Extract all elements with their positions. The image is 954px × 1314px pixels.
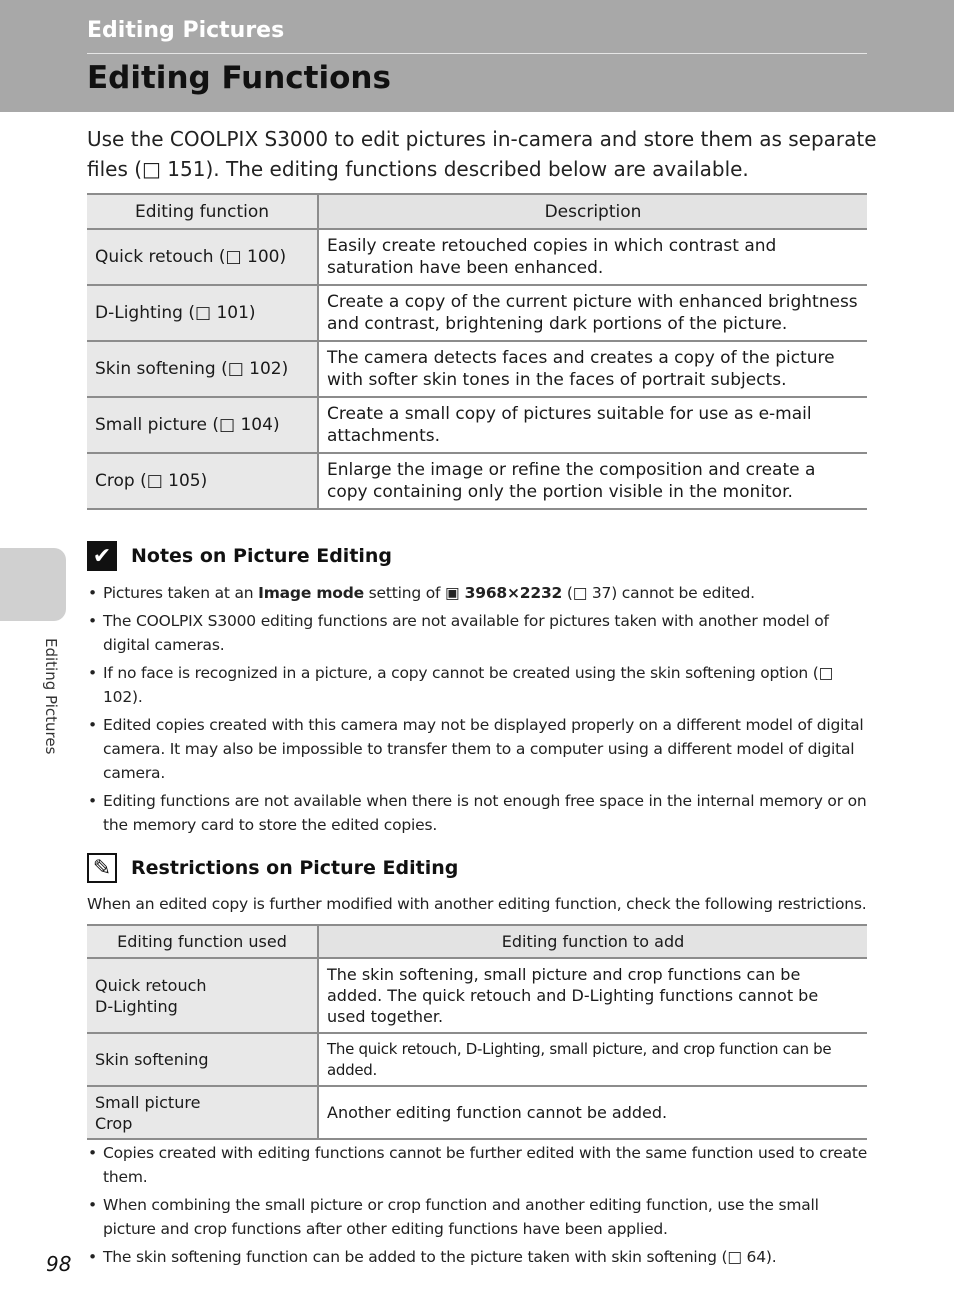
function-cell: D-Lighting (□ 101) [87,285,318,341]
page-number: 98 [46,1252,72,1276]
restrictions-title: Restrictions on Picture Editing [131,857,459,879]
column-header: Editing function to add [318,925,867,958]
function-cell: Quick retouch (□ 100) [87,229,318,285]
column-header: Editing function [87,194,318,229]
list-item: • When combining the small picture or crop function and another editing function, use the small picture and crop functions after other editing functions have been applied. [87,1193,869,1241]
column-header: Description [318,194,867,229]
table-row [87,1086,867,1139]
description-cell: Create a copy of the current picture with enhanced brightness and contrast, brightening dark portions of the picture. [318,285,867,341]
list-item: • Edited copies created with this camera may not be displayed properly on a different model of digital camera. It may also be impossible to transfer them to a computer using a different model of digital camera. [87,713,869,785]
list-item: • If no face is recognized in a picture, a copy cannot be created using the skin softening option (□ 102). [87,661,869,709]
table-header-row [87,194,867,229]
image-size-term: ▣ 3968×2232 [445,584,563,602]
table-row [87,397,867,453]
list-item: • The skin softening function can be added to the picture taken with skin softening (□ 64). [87,1245,869,1269]
intro-paragraph: Use the COOLPIX S3000 to edit pictures in-camera and store them as separate files (□ 151). The editing functions described below are available. [87,127,877,181]
add-cell: The quick retouch, D-Lighting, small picture, and crop function can be added. [318,1033,867,1086]
notes-heading [87,541,392,571]
page-title: Editing Functions [87,60,391,96]
list-item: • Editing functions are not available when there is not enough free space in the internal memory or on the memory card to store the edited copies. [87,789,869,837]
list-item: • Copies created with editing functions cannot be further edited with the same function used to create them. [87,1141,869,1189]
add-cell: Another editing function cannot be added. [318,1086,867,1139]
pencil-icon: ✎ [87,853,117,883]
function-cell: Skin softening (□ 102) [87,341,318,397]
header-divider [87,53,867,54]
image-mode-term: Image mode [258,584,364,602]
checkmark-icon: ✔ [87,541,117,571]
list-item: • Pictures taken at an Image mode setting of ▣ 3968×2232 (□ 37) cannot be edited. [87,581,869,605]
description-cell: Enlarge the image or refine the composition and create a copy containing only the portion visible in the monitor. [318,453,867,509]
table-row [87,453,867,509]
restrictions-heading [87,853,458,883]
description-cell: Create a small copy of pictures suitable for use as e-mail attachments. [318,397,867,453]
restrictions-list [87,1141,869,1273]
function-cell: Small picture (□ 104) [87,397,318,453]
used-cell: Skin softening [87,1033,318,1086]
restrictions-intro: When an edited copy is further modified with another editing function, check the following restrictions. [87,895,867,913]
restrictions-table [87,924,867,1140]
used-cell: Small picture Crop [87,1086,318,1139]
table-row [87,229,867,285]
table-header-row [87,925,867,958]
editing-functions-table [87,193,867,510]
notes-title: Notes on Picture Editing [131,545,393,567]
function-cell: Crop (□ 105) [87,453,318,509]
table-row [87,285,867,341]
add-cell: The skin softening, small picture and crop functions can be added. The quick retouch and D-Lighting functions cannot be used together. [318,958,867,1033]
description-cell: The camera detects faces and creates a copy of the picture with softer skin tones in the faces of portrait subjects. [318,341,867,397]
chapter-side-label: Editing Pictures [42,638,60,755]
table-row [87,1033,867,1086]
section-title: Editing Pictures [87,18,285,43]
description-cell: Easily create retouched copies in which contrast and saturation have been enhanced. [318,229,867,285]
table-row [87,958,867,1033]
list-item: • The COOLPIX S3000 editing functions are not available for pictures taken with another model of digital cameras. [87,609,869,657]
table-row [87,341,867,397]
notes-list [87,581,869,841]
chapter-side-tab[interactable] [0,548,66,621]
used-cell: Quick retouch D-Lighting [87,958,318,1033]
column-header: Editing function used [87,925,318,958]
